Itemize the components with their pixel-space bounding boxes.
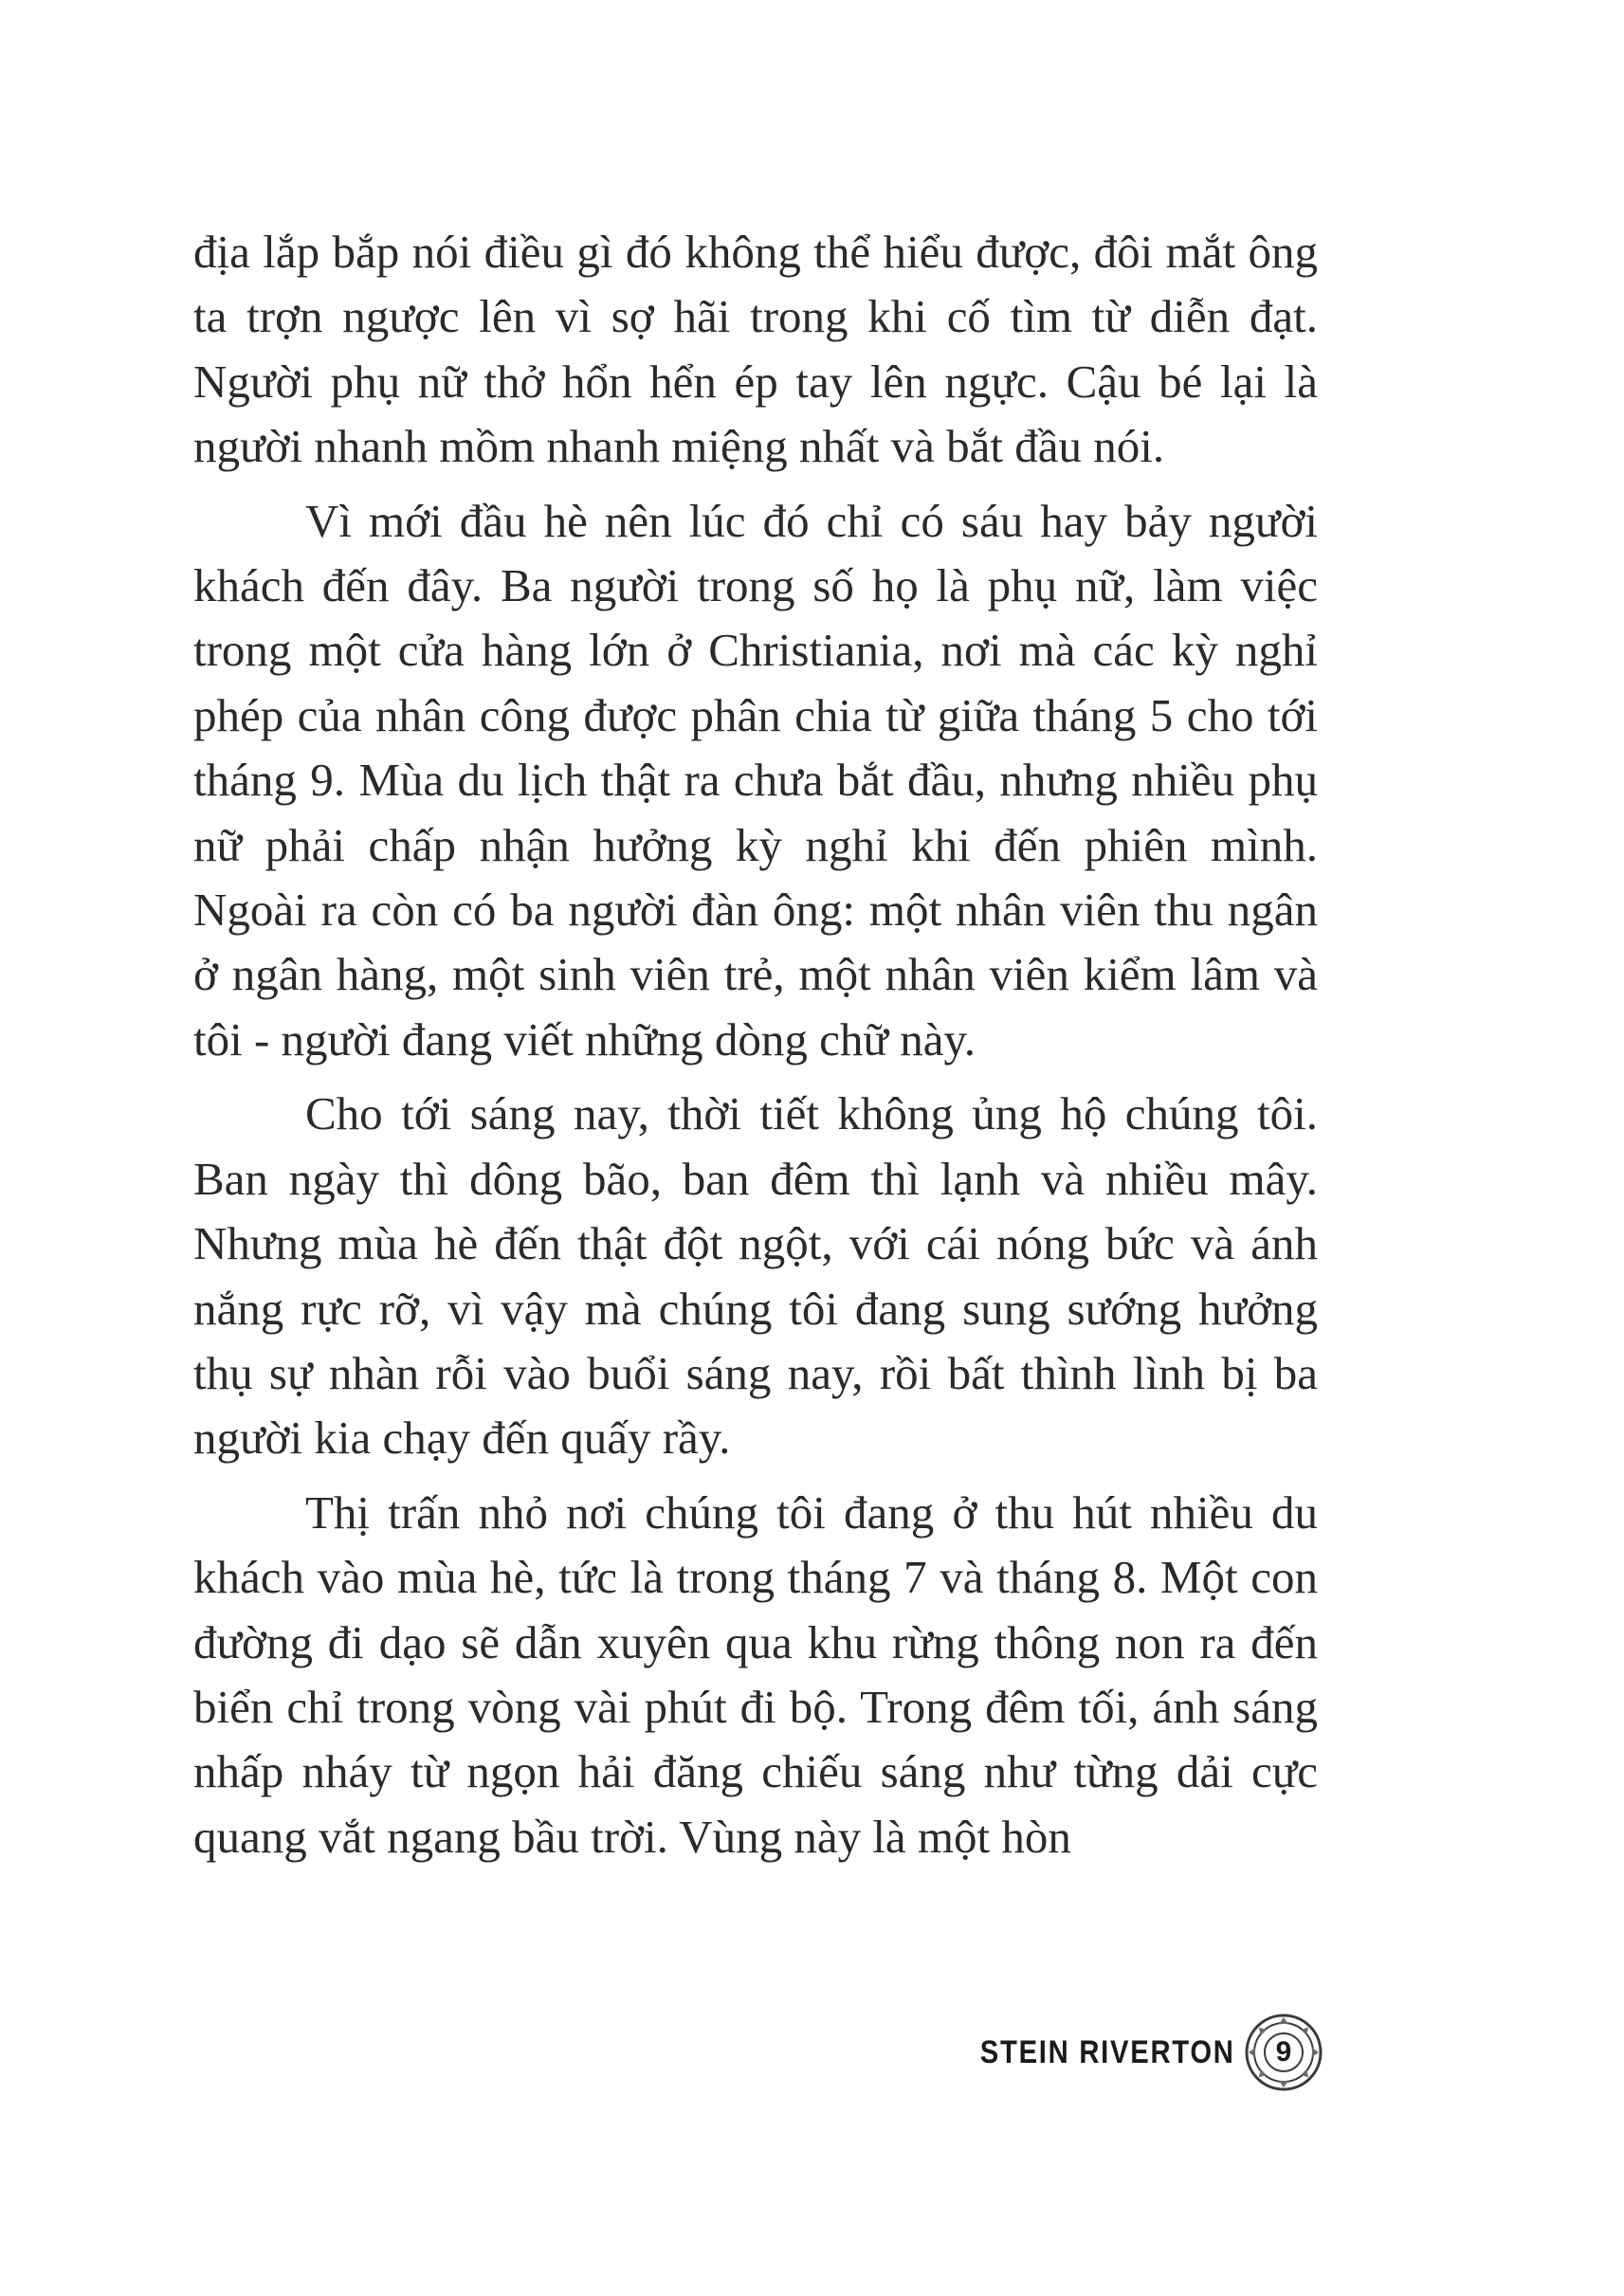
- paragraph-4: Thị trấn nhỏ nơi chúng tôi đang ở thu hút nhiều du khách vào mùa hè, tức là trong tháng 7 và tháng 8. Một con đường đi dạo sẽ dẫn xuyên qua khu rừng thông non ra đến biển chỉ trong vòng vài phút đi bộ. Trong đêm tối, ánh sáng nhấp nháy từ ngọn hải đăng chiếu sáng như từng dải cực quang vắt ngang bầu trời. Vùng này là một hòn: [193, 1485, 1318, 1863]
- paragraph-1: địa lắp bắp nói điều gì đó không thể hiểu được, đôi mắt ông ta trợn ngược lên vì sợ hãi trong khi cố tìm từ diễn đạt. Người phụ nữ thở hổn hển ép tay lên ngực. Cậu bé lại là người nhanh mồm nhanh miệng nhất và bắt đầu nói.: [193, 226, 1318, 473]
- page-number: 9: [1275, 2036, 1292, 2068]
- paragraph-3: Cho tới sáng nay, thời tiết không ủng hộ chúng tôi. Ban ngày thì dông bão, ban đêm thì lạnh và nhiều mây. Nhưng mùa hè đến thật đột ngột, với cái nóng bức và ánh nắng rực rỡ, vì vậy mà chúng tôi đang sung sướng hưởng thụ sự nhàn rỗi vào buổi sáng nay, rồi bất thình lình bị ba người kia chạy đến quấy rầy.: [193, 1087, 1318, 1465]
- author-name: STEIN RIVERTON: [980, 2033, 1235, 2070]
- paragraph-2: Vì mới đầu hè nên lúc đó chỉ có sáu hay bảy người khách đến đây. Ba người trong số họ là phụ nữ, làm việc trong một cửa hàng lớn ở Christiania, nơi mà các kỳ nghỉ phép của nhân công được phân chia từ giữa tháng 5 cho tới tháng 9. Mùa du lịch thật ra chưa bắt đầu, nhưng nhiều phụ nữ phải chấp nhận hưởng kỳ nghỉ khi đến phiên mình. Ngoài ra còn có ba người đàn ông: một nhân viên thu ngân ở ngân hàng, một sinh viên trẻ, một nhân viên kiểm lâm và tôi - người đang viết những dòng chữ này.: [193, 494, 1318, 1066]
- page-number-badge: [1245, 2014, 1323, 2091]
- page-body: [193, 220, 1318, 1879]
- page-footer: [939, 2014, 1323, 2091]
